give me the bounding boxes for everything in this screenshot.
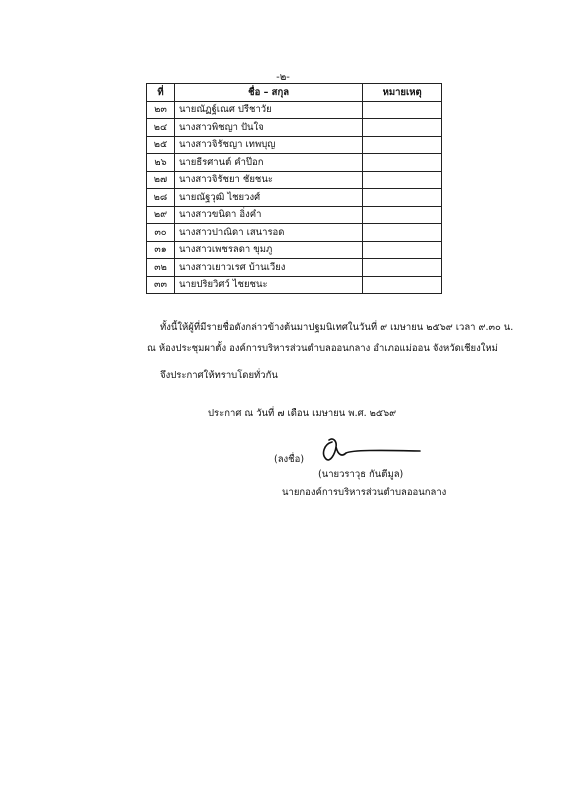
table-row: [147, 206, 442, 224]
column-header-name: ชื่อ – สกุล: [174, 84, 362, 102]
signer-name: (นายวราวุธ กันตีมูล): [318, 469, 404, 480]
row-remark: [363, 241, 442, 259]
row-remark: [363, 171, 442, 189]
row-name: นางสาวจิรัชญา เทพบุญ: [174, 136, 362, 154]
row-remark: [363, 136, 442, 154]
signature-label: (ลงชื่อ): [274, 454, 305, 465]
row-name: นายณัฐวุฒิ ไชยวงศ์: [174, 189, 362, 207]
row-number: ๓๐: [147, 224, 175, 242]
announcement-line-3: จึงประกาศให้ทราบโดยทั่วกัน: [160, 370, 278, 381]
row-number: ๒๘: [147, 189, 175, 207]
row-remark: [363, 189, 442, 207]
row-number: ๒๖: [147, 154, 175, 172]
announcement-line-1: ทั้งนี้ให้ผู้ที่มีรายชื่อดังกล่าวข้างต้นมาปฐมนิเทศในวันที่ ๙ เมษายน ๒๕๖๙ เวลา ๙.๓๐ น.: [160, 322, 514, 333]
row-remark: [363, 206, 442, 224]
table-row: [147, 101, 442, 119]
row-name: นางสาวเยาวเรศ บ้านเวียง: [174, 259, 362, 277]
row-remark: [363, 259, 442, 277]
row-number: ๒๗: [147, 171, 175, 189]
row-name: นายธีรศานต์ คำป๊อก: [174, 154, 362, 172]
row-number: ๒๕: [147, 136, 175, 154]
row-name: นายปริยวิศว์ ไชยชนะ: [174, 276, 362, 294]
column-header-remark: หมายเหตุ: [363, 84, 442, 102]
row-name: นางสาวปาณิดา เสนารอด: [174, 224, 362, 242]
row-number: ๒๓: [147, 101, 175, 119]
announcement-date: ประกาศ ณ วันที่ ๗ เดือน เมษายน พ.ศ. ๒๕๖๙: [208, 408, 397, 419]
announcement-line-2: ณ ห้องประชุมผาตั้ง องค์การบริหารส่วนตำบลออนกลาง อำเภอแม่ออน จังหวัดเชียงใหม่: [147, 343, 498, 354]
page-number: -๒-: [276, 72, 290, 83]
row-number: ๒๔: [147, 119, 175, 137]
column-header-number: ที่: [147, 84, 175, 102]
row-remark: [363, 101, 442, 119]
row-name: นางสาวจิรัชยา ชัยชนะ: [174, 171, 362, 189]
table-row: [147, 119, 442, 137]
row-name: นางสาวเพชรลดา ขุมภู: [174, 241, 362, 259]
table-row: [147, 241, 442, 259]
row-remark: [363, 276, 442, 294]
table-row: [147, 224, 442, 242]
table-row: [147, 189, 442, 207]
table-row: [147, 136, 442, 154]
row-name: นางสาวขนิดา อิ่งคำ: [174, 206, 362, 224]
row-number: ๒๙: [147, 206, 175, 224]
row-remark: [363, 224, 442, 242]
handwritten-signature: [318, 428, 428, 468]
table-row: [147, 171, 442, 189]
table-row: [147, 154, 442, 172]
row-remark: [363, 119, 442, 137]
row-remark: [363, 154, 442, 172]
row-number: ๓๓: [147, 276, 175, 294]
name-list-table: [146, 83, 442, 294]
row-name: นายณัฏฐ์เณศ ปรีชาวัย: [174, 101, 362, 119]
row-name: นางสาวพิชญา ปันใจ: [174, 119, 362, 137]
table-row: [147, 276, 442, 294]
table-header-row: [147, 84, 442, 102]
signer-position: นายกองค์การบริหารส่วนตำบลออนกลาง: [282, 487, 447, 498]
table-row: [147, 259, 442, 277]
row-number: ๓๒: [147, 259, 175, 277]
row-number: ๓๑: [147, 241, 175, 259]
